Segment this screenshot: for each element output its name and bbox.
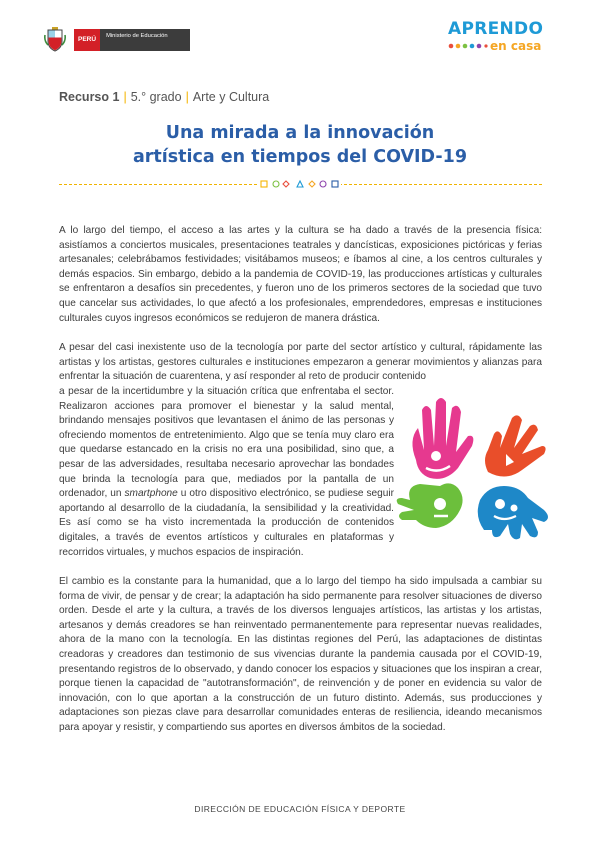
separator: | — [185, 90, 189, 104]
resource-grade: 5.° grado — [130, 90, 182, 104]
resource-line — [59, 90, 269, 104]
painted-hands-illustration — [396, 390, 556, 540]
resource-label: Recurso 1 — [59, 90, 120, 104]
paragraph-2-body — [59, 385, 394, 560]
blue-hand — [478, 486, 548, 539]
coat-of-arms-icon — [44, 27, 66, 53]
minedu-logo — [44, 26, 190, 54]
brand-main-text: APRENDO — [448, 19, 544, 39]
ministry-label: Ministerio de Educación — [100, 29, 190, 51]
pink-hand — [412, 398, 473, 479]
aprendo-en-casa-logo — [448, 20, 560, 58]
paragraph-2-text-b: u otro dispositivo electrónico, se pudiese seguir aportando al desarrollo de la ciudadanía, la sensibilidad y la creatividad. Es así como se ha visto incrementada la producción de contenidos digitales, a través de eventos artísticos y culturales en plataformas y recorridos virtuales, y muchos espacios de inspiración. — [59, 488, 394, 558]
page-header — [0, 0, 600, 70]
paragraph-3: El cambio es la constante para la humanidad, que a lo largo del tiempo ha sido impulsada a cambiar su forma de vivir, de pensar y de crear; la adaptación ha sido permanente para resolver situaciones de diverso orden. Desde el arte y la cultura, a través de los diversos lenguajes artísticos, las artistas y los artistas, artesanos y demás creadores se han reinventado permanentemente para representar nuevas realidades, ahora de la mano con la tecnología. En las distintas regiones del Perú, las adaptaciones de distintas creadoras y creadores dan testimonio de sus vivencias durante la pandemia causada por el COVID-19, presentando registros de lo observado, y dando conocer los espacios y situaciones que los inspiran a crear, porque tienen la capacidad de "autotransformación", de reinvención y de poner en evidencia su valor de innovación, con lo que aportan a la construcción de un futuro distinto. Además, sus producciones y adaptaciones son piezas clave para desarrollar comunidades enteras de resiliencia, ideando mecanismos para apoyar y resistir, y compartiendo sus aportes en diversos ámbitos de la sociedad. — [59, 576, 542, 733]
title-line-1: Una mirada a la innovación — [165, 123, 435, 143]
separator: | — [123, 90, 127, 104]
peru-label: PERÚ — [74, 29, 100, 51]
paragraph-2-text-a: a pesar de la incertidumbre y la situación crítica que enfrentaba el sector. Realizaron acciones para promover el bienestar y la salud mental, brindando mensajes positivos que levantasen el ánimo de las personas y ofreciendo momentos de entretenimiento. Algo que se tenía muy claro era que quedarse estancado en la crisis no era una posibilidad, sino que, a pesar de las adversidades, resultaba necesario aprovechar las bondades que brinda la tecnología para que, mediados por la pantalla de un ordenador, un — [59, 386, 394, 500]
paragraph-1: A lo largo del tiempo, el acceso a las artes y la cultura se ha dado a través de la presencia física: asistíamos a conciertos musicales, presentaciones teatrales y dancísticas, exposiciones pictóricas y ferias artesanales; celebrábamos festividades; visitábamos museos; e íbamos al cine, a los centros culturales y demás espacios. Sin embargo, debido a la pandemia de COVID-19, las producciones artísticas y culturales se enfrentaron a desafíos sin precedentes, y fueron uno de los primeros sectores de la sociedad que tuvo que cancelar sus actividades, lo que afectó a los profesionales, emprendedores, empresas e instituciones culturales cuyos ingresos económicos se redujeron de manera drástica. — [59, 225, 542, 324]
green-hand — [397, 483, 463, 528]
brand-sub-text: en casa — [490, 39, 542, 53]
decorative-shapes-icon — [259, 179, 341, 190]
page-title — [40, 121, 560, 169]
resource-area: Arte y Cultura — [192, 90, 270, 104]
title-line-2: artística en tiempos del COVID-19 — [132, 147, 468, 167]
smartphone-term: smartphone — [124, 488, 178, 500]
paragraph-2-intro: A pesar del casi inexistente uso de la tecnología por parte del sector artístico y cultural, rápidamente las artistas y los artistas, gestores culturales e instituciones empezaron a generar movimientos y alianzas para enfrentar la situación de cuarentena, y así responder al reto de producir contenido — [59, 342, 542, 383]
colored-dots-icon — [448, 41, 488, 51]
page-footer: DIRECCIÓN DE EDUCACIÓN FÍSICA Y DEPORTE — [194, 804, 406, 814]
orange-hand — [485, 415, 546, 476]
